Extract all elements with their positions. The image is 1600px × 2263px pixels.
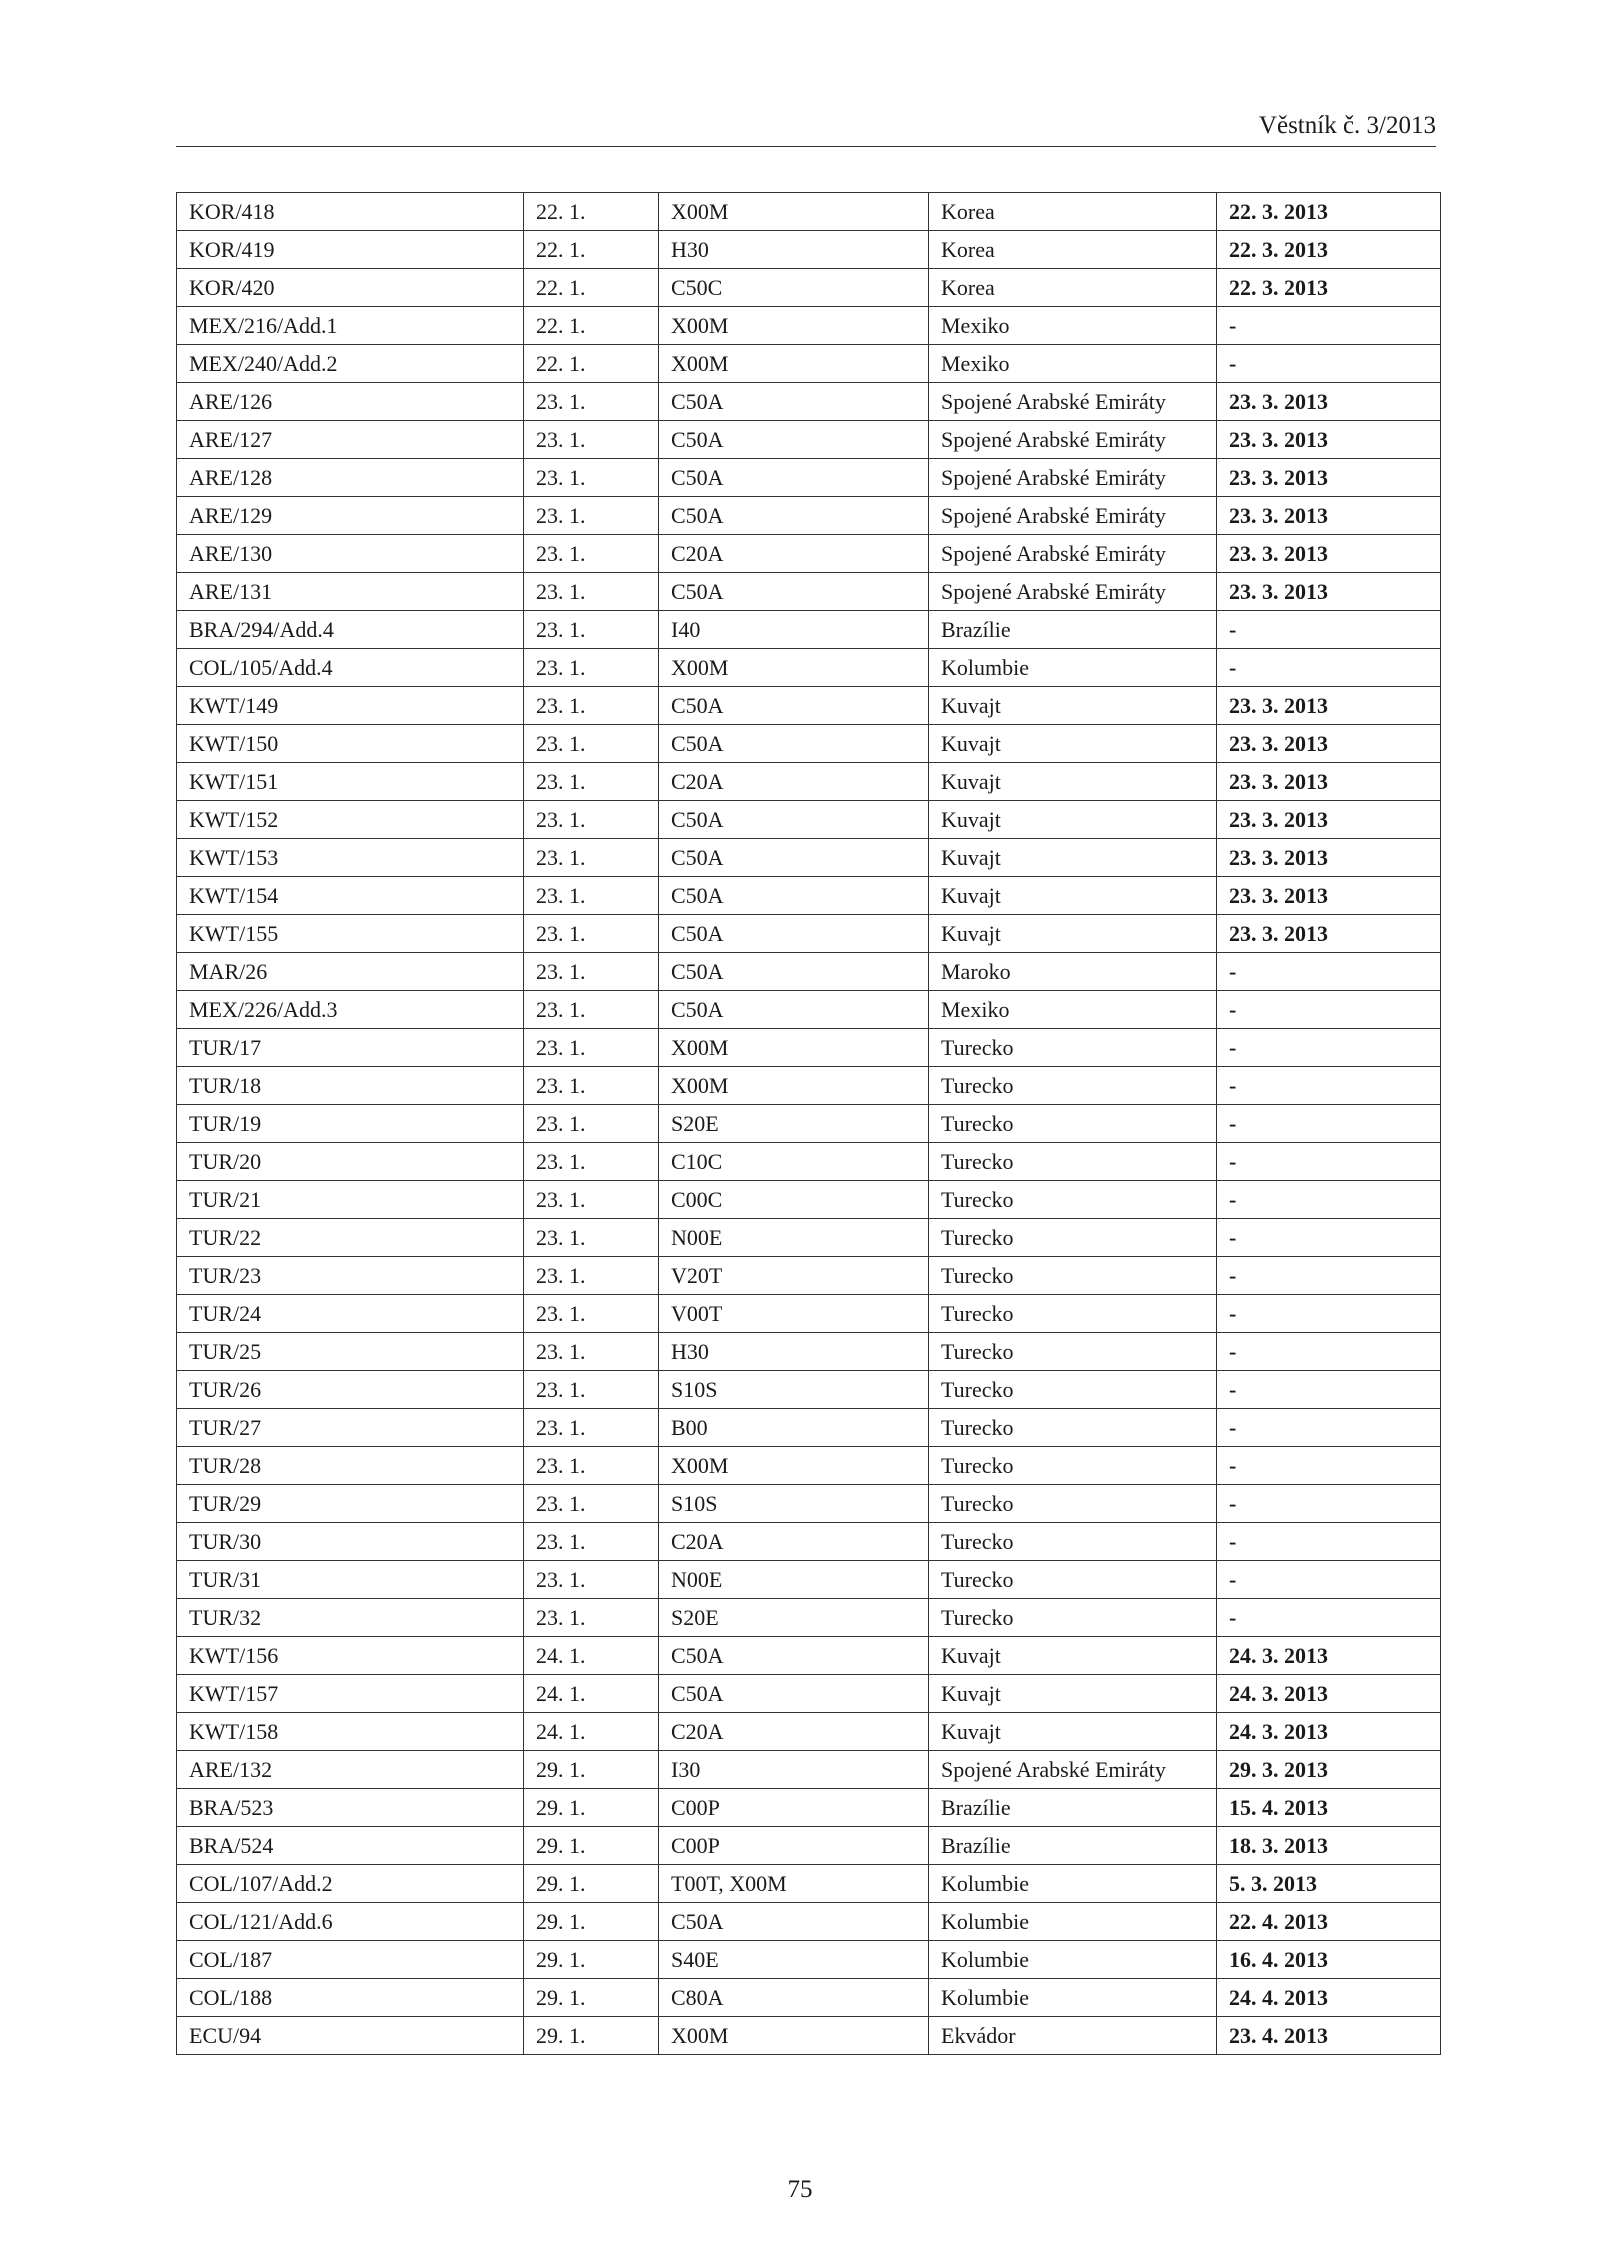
deadline-cell: - — [1217, 1105, 1441, 1143]
notification-id-cell: MAR/26 — [177, 953, 524, 991]
deadline-cell: - — [1217, 1447, 1441, 1485]
product-code-cell: X00M — [659, 649, 929, 687]
deadline-cell: 24. 3. 2013 — [1217, 1713, 1441, 1751]
product-code-cell: C00P — [659, 1827, 929, 1865]
country-cell: Kuvajt — [929, 687, 1217, 725]
submission-date-cell: 23. 1. — [524, 1257, 659, 1295]
notification-id-cell: TUR/23 — [177, 1257, 524, 1295]
submission-date-cell: 23. 1. — [524, 459, 659, 497]
deadline-cell: - — [1217, 1067, 1441, 1105]
country-cell: Spojené Arabské Emiráty — [929, 1751, 1217, 1789]
notification-id-cell: ARE/130 — [177, 535, 524, 573]
country-cell: Kuvajt — [929, 763, 1217, 801]
product-code-cell: C50A — [659, 801, 929, 839]
deadline-cell: 23. 3. 2013 — [1217, 535, 1441, 573]
country-cell: Turecko — [929, 1105, 1217, 1143]
country-cell: Turecko — [929, 1523, 1217, 1561]
deadline-cell: 5. 3. 2013 — [1217, 1865, 1441, 1903]
notification-id-cell: TUR/22 — [177, 1219, 524, 1257]
product-code-cell: C50A — [659, 421, 929, 459]
country-cell: Maroko — [929, 953, 1217, 991]
submission-date-cell: 22. 1. — [524, 269, 659, 307]
deadline-cell: - — [1217, 1181, 1441, 1219]
notification-id-cell: KWT/157 — [177, 1675, 524, 1713]
product-code-cell: C10C — [659, 1143, 929, 1181]
table-row — [177, 1903, 1441, 1941]
table-row — [177, 991, 1441, 1029]
product-code-cell: X00M — [659, 2017, 929, 2055]
product-code-cell: S10S — [659, 1371, 929, 1409]
submission-date-cell: 23. 1. — [524, 725, 659, 763]
table-row — [177, 1143, 1441, 1181]
country-cell: Kuvajt — [929, 839, 1217, 877]
submission-date-cell: 23. 1. — [524, 1295, 659, 1333]
submission-date-cell: 29. 1. — [524, 1789, 659, 1827]
submission-date-cell: 29. 1. — [524, 1827, 659, 1865]
deadline-cell: - — [1217, 991, 1441, 1029]
notification-id-cell: KOR/418 — [177, 193, 524, 231]
country-cell: Turecko — [929, 1257, 1217, 1295]
product-code-cell: C50A — [659, 1637, 929, 1675]
product-code-cell: N00E — [659, 1561, 929, 1599]
deadline-cell: 23. 3. 2013 — [1217, 459, 1441, 497]
product-code-cell: C50A — [659, 877, 929, 915]
country-cell: Kolumbie — [929, 1865, 1217, 1903]
submission-date-cell: 23. 1. — [524, 991, 659, 1029]
country-cell: Turecko — [929, 1219, 1217, 1257]
country-cell: Spojené Arabské Emiráty — [929, 459, 1217, 497]
submission-date-cell: 23. 1. — [524, 1599, 659, 1637]
submission-date-cell: 23. 1. — [524, 497, 659, 535]
notification-id-cell: TUR/20 — [177, 1143, 524, 1181]
country-cell: Kuvajt — [929, 877, 1217, 915]
product-code-cell: C50A — [659, 573, 929, 611]
table-row — [177, 231, 1441, 269]
product-code-cell: C50A — [659, 915, 929, 953]
deadline-cell: 18. 3. 2013 — [1217, 1827, 1441, 1865]
table-row — [177, 687, 1441, 725]
table-row — [177, 1979, 1441, 2017]
country-cell: Mexiko — [929, 307, 1217, 345]
notification-id-cell: TUR/18 — [177, 1067, 524, 1105]
country-cell: Kolumbie — [929, 649, 1217, 687]
notification-id-cell: ARE/128 — [177, 459, 524, 497]
product-code-cell: C50A — [659, 953, 929, 991]
deadline-cell: - — [1217, 307, 1441, 345]
notification-id-cell: ECU/94 — [177, 2017, 524, 2055]
country-cell: Spojené Arabské Emiráty — [929, 421, 1217, 459]
submission-date-cell: 23. 1. — [524, 1561, 659, 1599]
country-cell: Turecko — [929, 1333, 1217, 1371]
table-row — [177, 725, 1441, 763]
product-code-cell: C50A — [659, 687, 929, 725]
country-cell: Kolumbie — [929, 1979, 1217, 2017]
notification-id-cell: COL/121/Add.6 — [177, 1903, 524, 1941]
notification-id-cell: KOR/419 — [177, 231, 524, 269]
product-code-cell: B00 — [659, 1409, 929, 1447]
submission-date-cell: 23. 1. — [524, 877, 659, 915]
submission-date-cell: 23. 1. — [524, 649, 659, 687]
notification-id-cell: TUR/32 — [177, 1599, 524, 1637]
table-row — [177, 1219, 1441, 1257]
country-cell: Spojené Arabské Emiráty — [929, 535, 1217, 573]
table-row — [177, 1371, 1441, 1409]
submission-date-cell: 23. 1. — [524, 1409, 659, 1447]
deadline-cell: 23. 3. 2013 — [1217, 763, 1441, 801]
table-row — [177, 269, 1441, 307]
country-cell: Korea — [929, 269, 1217, 307]
table-row — [177, 877, 1441, 915]
table-row — [177, 915, 1441, 953]
product-code-cell: C50A — [659, 497, 929, 535]
table-row — [177, 1599, 1441, 1637]
country-cell: Turecko — [929, 1029, 1217, 1067]
table-row — [177, 345, 1441, 383]
submission-date-cell: 23. 1. — [524, 1067, 659, 1105]
notification-id-cell: COL/188 — [177, 1979, 524, 2017]
notification-id-cell: KWT/156 — [177, 1637, 524, 1675]
deadline-cell: 24. 3. 2013 — [1217, 1637, 1441, 1675]
deadline-cell: 24. 4. 2013 — [1217, 1979, 1441, 2017]
product-code-cell: T00T, X00M — [659, 1865, 929, 1903]
country-cell: Spojené Arabské Emiráty — [929, 497, 1217, 535]
submission-date-cell: 29. 1. — [524, 1903, 659, 1941]
notification-id-cell: KOR/420 — [177, 269, 524, 307]
notification-id-cell: ARE/126 — [177, 383, 524, 421]
notification-id-cell: TUR/31 — [177, 1561, 524, 1599]
country-cell: Korea — [929, 231, 1217, 269]
table-row — [177, 1789, 1441, 1827]
deadline-cell: 22. 4. 2013 — [1217, 1903, 1441, 1941]
submission-date-cell: 22. 1. — [524, 193, 659, 231]
product-code-cell: C00C — [659, 1181, 929, 1219]
notification-id-cell: KWT/151 — [177, 763, 524, 801]
submission-date-cell: 24. 1. — [524, 1713, 659, 1751]
table-row — [177, 953, 1441, 991]
notification-id-cell: COL/105/Add.4 — [177, 649, 524, 687]
deadline-cell: 23. 3. 2013 — [1217, 497, 1441, 535]
table-row — [177, 1447, 1441, 1485]
product-code-cell: N00E — [659, 1219, 929, 1257]
notification-id-cell: BRA/294/Add.4 — [177, 611, 524, 649]
submission-date-cell: 24. 1. — [524, 1637, 659, 1675]
table-row — [177, 1295, 1441, 1333]
deadline-cell: 23. 3. 2013 — [1217, 421, 1441, 459]
table-row — [177, 383, 1441, 421]
country-cell: Kuvajt — [929, 725, 1217, 763]
deadline-cell: - — [1217, 1523, 1441, 1561]
table-row — [177, 1067, 1441, 1105]
submission-date-cell: 23. 1. — [524, 1143, 659, 1181]
product-code-cell: V20T — [659, 1257, 929, 1295]
notification-id-cell: ARE/132 — [177, 1751, 524, 1789]
product-code-cell: S10S — [659, 1485, 929, 1523]
product-code-cell: S20E — [659, 1599, 929, 1637]
table-row — [177, 1827, 1441, 1865]
table-row — [177, 193, 1441, 231]
table-row — [177, 1333, 1441, 1371]
deadline-cell: - — [1217, 953, 1441, 991]
notification-id-cell: KWT/158 — [177, 1713, 524, 1751]
submission-date-cell: 23. 1. — [524, 953, 659, 991]
notification-id-cell: MEX/226/Add.3 — [177, 991, 524, 1029]
submission-date-cell: 29. 1. — [524, 1865, 659, 1903]
submission-date-cell: 23. 1. — [524, 687, 659, 725]
product-code-cell: S20E — [659, 1105, 929, 1143]
submission-date-cell: 22. 1. — [524, 307, 659, 345]
country-cell: Kuvajt — [929, 801, 1217, 839]
submission-date-cell: 29. 1. — [524, 2017, 659, 2055]
table-row — [177, 1485, 1441, 1523]
deadline-cell: 23. 3. 2013 — [1217, 687, 1441, 725]
submission-date-cell: 23. 1. — [524, 573, 659, 611]
deadline-cell: 23. 3. 2013 — [1217, 801, 1441, 839]
product-code-cell: H30 — [659, 231, 929, 269]
notification-id-cell: KWT/153 — [177, 839, 524, 877]
deadline-cell: - — [1217, 649, 1441, 687]
notification-id-cell: BRA/523 — [177, 1789, 524, 1827]
deadline-cell: - — [1217, 1409, 1441, 1447]
notification-id-cell: ARE/129 — [177, 497, 524, 535]
product-code-cell: H30 — [659, 1333, 929, 1371]
product-code-cell: I30 — [659, 1751, 929, 1789]
deadline-cell: - — [1217, 1143, 1441, 1181]
submission-date-cell: 23. 1. — [524, 839, 659, 877]
deadline-cell: - — [1217, 1561, 1441, 1599]
table-row — [177, 1029, 1441, 1067]
deadline-cell: - — [1217, 611, 1441, 649]
table-row — [177, 649, 1441, 687]
country-cell: Mexiko — [929, 345, 1217, 383]
submission-date-cell: 29. 1. — [524, 1941, 659, 1979]
country-cell: Brazílie — [929, 1827, 1217, 1865]
notification-id-cell: TUR/27 — [177, 1409, 524, 1447]
deadline-cell: - — [1217, 1599, 1441, 1637]
submission-date-cell: 23. 1. — [524, 1181, 659, 1219]
submission-date-cell: 23. 1. — [524, 1523, 659, 1561]
country-cell: Turecko — [929, 1143, 1217, 1181]
country-cell: Turecko — [929, 1409, 1217, 1447]
notification-id-cell: TUR/19 — [177, 1105, 524, 1143]
notification-id-cell: KWT/149 — [177, 687, 524, 725]
product-code-cell: X00M — [659, 345, 929, 383]
country-cell: Turecko — [929, 1599, 1217, 1637]
notification-id-cell: MEX/216/Add.1 — [177, 307, 524, 345]
deadline-cell: - — [1217, 1029, 1441, 1067]
submission-date-cell: 23. 1. — [524, 1105, 659, 1143]
notification-id-cell: TUR/29 — [177, 1485, 524, 1523]
submission-date-cell: 22. 1. — [524, 345, 659, 383]
deadline-cell: 23. 4. 2013 — [1217, 2017, 1441, 2055]
notification-id-cell: COL/187 — [177, 1941, 524, 1979]
notification-id-cell: KWT/152 — [177, 801, 524, 839]
submission-date-cell: 23. 1. — [524, 1219, 659, 1257]
country-cell: Kuvajt — [929, 1713, 1217, 1751]
product-code-cell: C50C — [659, 269, 929, 307]
country-cell: Turecko — [929, 1067, 1217, 1105]
submission-date-cell: 29. 1. — [524, 1979, 659, 2017]
product-code-cell: C50A — [659, 839, 929, 877]
country-cell: Turecko — [929, 1181, 1217, 1219]
country-cell: Ekvádor — [929, 2017, 1217, 2055]
submission-date-cell: 24. 1. — [524, 1675, 659, 1713]
table-row — [177, 801, 1441, 839]
product-code-cell: X00M — [659, 193, 929, 231]
country-cell: Kuvajt — [929, 1637, 1217, 1675]
product-code-cell: C50A — [659, 725, 929, 763]
table-row — [177, 421, 1441, 459]
deadline-cell: 29. 3. 2013 — [1217, 1751, 1441, 1789]
product-code-cell: X00M — [659, 1067, 929, 1105]
deadline-cell: 23. 3. 2013 — [1217, 877, 1441, 915]
country-cell: Spojené Arabské Emiráty — [929, 573, 1217, 611]
deadline-cell: - — [1217, 1295, 1441, 1333]
submission-date-cell: 23. 1. — [524, 801, 659, 839]
table-row — [177, 573, 1441, 611]
notification-id-cell: KWT/150 — [177, 725, 524, 763]
country-cell: Spojené Arabské Emiráty — [929, 383, 1217, 421]
table-row — [177, 1409, 1441, 1447]
notification-id-cell: BRA/524 — [177, 1827, 524, 1865]
notification-id-cell: TUR/30 — [177, 1523, 524, 1561]
table-row — [177, 1751, 1441, 1789]
product-code-cell: V00T — [659, 1295, 929, 1333]
table-row — [177, 1675, 1441, 1713]
deadline-cell: 15. 4. 2013 — [1217, 1789, 1441, 1827]
notification-id-cell: ARE/131 — [177, 573, 524, 611]
deadline-cell: - — [1217, 1371, 1441, 1409]
table-row — [177, 2017, 1441, 2055]
product-code-cell: I40 — [659, 611, 929, 649]
table-row — [177, 839, 1441, 877]
deadline-cell: - — [1217, 1219, 1441, 1257]
country-cell: Turecko — [929, 1447, 1217, 1485]
deadline-cell: - — [1217, 1257, 1441, 1295]
product-code-cell: C50A — [659, 383, 929, 421]
notification-id-cell: TUR/28 — [177, 1447, 524, 1485]
notification-id-cell: KWT/155 — [177, 915, 524, 953]
deadline-cell: 22. 3. 2013 — [1217, 231, 1441, 269]
table-row — [177, 1637, 1441, 1675]
table-row — [177, 535, 1441, 573]
notification-id-cell: TUR/17 — [177, 1029, 524, 1067]
table-row — [177, 1713, 1441, 1751]
country-cell: Brazílie — [929, 611, 1217, 649]
product-code-cell: C00P — [659, 1789, 929, 1827]
submission-date-cell: 23. 1. — [524, 1333, 659, 1371]
submission-date-cell: 23. 1. — [524, 1485, 659, 1523]
notification-id-cell: TUR/26 — [177, 1371, 524, 1409]
submission-date-cell: 22. 1. — [524, 231, 659, 269]
deadline-cell: - — [1217, 1333, 1441, 1371]
product-code-cell: S40E — [659, 1941, 929, 1979]
notification-id-cell: ARE/127 — [177, 421, 524, 459]
notifications-table — [176, 192, 1441, 2055]
submission-date-cell: 23. 1. — [524, 1029, 659, 1067]
table-row — [177, 763, 1441, 801]
table-row — [177, 611, 1441, 649]
product-code-cell: C80A — [659, 1979, 929, 2017]
deadline-cell: 23. 3. 2013 — [1217, 725, 1441, 763]
country-cell: Turecko — [929, 1485, 1217, 1523]
product-code-cell: C20A — [659, 1713, 929, 1751]
deadline-cell: 22. 3. 2013 — [1217, 269, 1441, 307]
country-cell: Turecko — [929, 1371, 1217, 1409]
table-row — [177, 1561, 1441, 1599]
table-row — [177, 459, 1441, 497]
product-code-cell: C50A — [659, 459, 929, 497]
deadline-cell: - — [1217, 1485, 1441, 1523]
notification-id-cell: TUR/21 — [177, 1181, 524, 1219]
country-cell: Turecko — [929, 1561, 1217, 1599]
product-code-cell: X00M — [659, 1029, 929, 1067]
product-code-cell: C20A — [659, 535, 929, 573]
country-cell: Korea — [929, 193, 1217, 231]
table-body — [177, 193, 1441, 2055]
product-code-cell: C20A — [659, 763, 929, 801]
deadline-cell: 16. 4. 2013 — [1217, 1941, 1441, 1979]
submission-date-cell: 23. 1. — [524, 915, 659, 953]
product-code-cell: C50A — [659, 1675, 929, 1713]
notification-id-cell: MEX/240/Add.2 — [177, 345, 524, 383]
table-row — [177, 1941, 1441, 1979]
submission-date-cell: 23. 1. — [524, 1447, 659, 1485]
deadline-cell: 23. 3. 2013 — [1217, 573, 1441, 611]
country-cell: Kuvajt — [929, 1675, 1217, 1713]
product-code-cell: X00M — [659, 307, 929, 345]
notification-id-cell: TUR/24 — [177, 1295, 524, 1333]
deadline-cell: 22. 3. 2013 — [1217, 193, 1441, 231]
deadline-cell: - — [1217, 345, 1441, 383]
country-cell: Kuvajt — [929, 915, 1217, 953]
table-row — [177, 1865, 1441, 1903]
country-cell: Mexiko — [929, 991, 1217, 1029]
table-row — [177, 1523, 1441, 1561]
submission-date-cell: 23. 1. — [524, 383, 659, 421]
submission-date-cell: 23. 1. — [524, 421, 659, 459]
notification-id-cell: COL/107/Add.2 — [177, 1865, 524, 1903]
product-code-cell: C50A — [659, 991, 929, 1029]
submission-date-cell: 23. 1. — [524, 763, 659, 801]
deadline-cell: 24. 3. 2013 — [1217, 1675, 1441, 1713]
country-cell: Turecko — [929, 1295, 1217, 1333]
country-cell: Kolumbie — [929, 1903, 1217, 1941]
product-code-cell: C20A — [659, 1523, 929, 1561]
header-divider — [176, 146, 1436, 147]
product-code-cell: X00M — [659, 1447, 929, 1485]
country-cell: Brazílie — [929, 1789, 1217, 1827]
submission-date-cell: 23. 1. — [524, 1371, 659, 1409]
table-row — [177, 1181, 1441, 1219]
deadline-cell: 23. 3. 2013 — [1217, 839, 1441, 877]
notification-id-cell: KWT/154 — [177, 877, 524, 915]
deadline-cell: 23. 3. 2013 — [1217, 383, 1441, 421]
table-row — [177, 307, 1441, 345]
notification-id-cell: TUR/25 — [177, 1333, 524, 1371]
submission-date-cell: 29. 1. — [524, 1751, 659, 1789]
page-number: 75 — [787, 2176, 813, 2203]
table-row — [177, 1105, 1441, 1143]
deadline-cell: 23. 3. 2013 — [1217, 915, 1441, 953]
submission-date-cell: 23. 1. — [524, 611, 659, 649]
table-row — [177, 497, 1441, 535]
product-code-cell: C50A — [659, 1903, 929, 1941]
submission-date-cell: 23. 1. — [524, 535, 659, 573]
page-header-title: Věstník č. 3/2013 — [1258, 112, 1436, 139]
table-row — [177, 1257, 1441, 1295]
country-cell: Kolumbie — [929, 1941, 1217, 1979]
